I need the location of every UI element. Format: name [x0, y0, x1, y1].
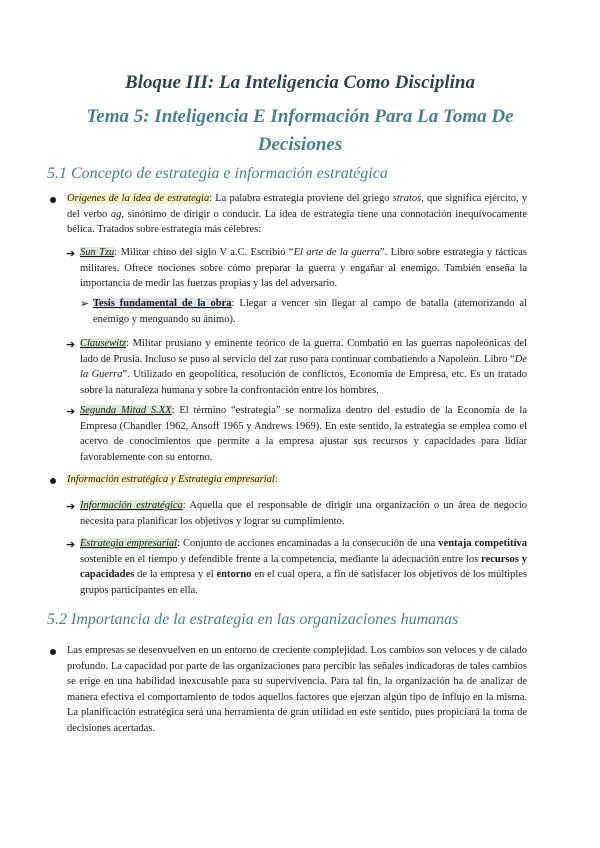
bullet-icon: [50, 478, 56, 484]
right-arrow-icon: ➔: [66, 248, 76, 260]
document-title: Bloque III: La Inteligencia Como Disciplina: [125, 72, 475, 93]
right-arrow-icon: ➔: [66, 539, 76, 551]
document-subtitle: Tema 5: Inteligencia E Información Para La Toma De Decisiones: [86, 106, 514, 155]
highlight-info-estrategica: Información estratégica y Estrategia empresarial: [67, 474, 275, 485]
highlight-sun-tzu: Sun Tzu: [80, 247, 115, 258]
section-heading-5-1: 5.1 Concepto de estrategia e información estratégica: [47, 165, 388, 182]
highlight-segunda-mitad: Segunda Mitad S.XX: [80, 405, 172, 416]
highlight-origenes: Orígenes de la idea de estrategia: [67, 193, 210, 204]
section-heading-5-2: 5.2 Importancia de la estrategia en las organizaciones humanas: [47, 611, 459, 628]
arrowhead-icon: ➢: [80, 298, 90, 310]
highlight-estrategia-empresarial: Estrategia empresarial: [80, 538, 178, 549]
paragraph-estrategia-empresarial: Estrategia empresarial: Conjunto de acciones encaminadas a la consecución de una ventaja competitiva sostenible en el tiempo y defendible frente a la competencia, mediante la adecuación entre los recursos y capacidades de la empresa y el entorno en el cual opera, a fin de satisfacer los objetivos de los múltiples grupos participantes en ella.: [80, 538, 528, 596]
highlight-tesis: Tesis fundamental de la obra: [93, 298, 232, 309]
right-arrow-icon: ➔: [66, 406, 76, 418]
highlight-clausewitz: Clausewitz: [80, 338, 127, 349]
paragraph-info-estrategica: Información estratégica y Estrategia empresarial:: [67, 474, 278, 485]
right-arrow-icon: ➔: [66, 501, 76, 513]
highlight-informacion: Información estratégica: [80, 500, 183, 511]
paragraph-tesis: Tesis fundamental de la obra: Llegar a vencer sin llegar al campo de batalla (atemorizando al enemigo y menguando su ánimo).: [93, 298, 527, 325]
paragraph-sun-tzu: Sun Tzu: Militar chino del siglo V a.C. Escribió “El arte de la guerra”. Libro sobre estrategia y tácticas militares. Ofrece nociones sobre cómo preparar la guerra y engañar al enemigo. También enseña la importancia de medir las fuerzas propias y las del adversario.: [80, 247, 528, 290]
paragraph-clausewitz: Clausewitz: Militar prusiano y eminente teórico de la guerra. Combatió en las guerras napoleónicas del lado de Prusia. Incluso se puso al servicio del zar ruso para continuar combatiendo a Napoleón. Libro “De la Guerra”. Utilizado en geopolítica, resolución de conflictos, Economía de Empresa, etc. Es un tratado sobre la naturaleza humana y sobre la confrontación entre los hombres.: [80, 338, 527, 396]
paragraph-importancia: Las empresas se desenvuelven en un entorno de creciente complejidad. Los cambios son veloces y de calado profundo. La capacidad por parte de las organizaciones para percibir las señales indicadoras de tales cambios se erige en una habilidad inexcusable para su supervivencia. Para tal fin, la organización ha de analizar de manera efectiva el comportamiento de todos aquellos factores que ejerzan algún tipo de influjo en la misma. La planificación estratégica será una herramienta de gran utilidad en este sentido, pues propiciará la toma de decisiones acertadas.: [67, 645, 527, 734]
bullet-icon: [50, 197, 56, 203]
right-arrow-icon: ➔: [66, 339, 76, 351]
paragraph-segunda-mitad: Segunda Mitad S.XX: El término “estrategia” se normaliza dentro del estudio de la Economía de la Empresa (Chandler 1962, Ansoff 1965 y Andrews 1969). En este sentido, la estrategia se emplea como el acervo de conocimientos que permite a la empresa ajustar sus recursos y capacidades para lidiar favorablemente con su entorno.: [80, 405, 527, 463]
bullet-icon: [50, 649, 56, 655]
paragraph-informacion: Información estratégica: Aquella que el responsable de dirigir una organización o un área de negocio necesita para planificar los objetivos y lograr su cumplimiento.: [80, 500, 527, 527]
paragraph-origenes: Orígenes de la idea de estrategia: La palabra estrategia proviene del griego stratos, que significa ejército, y del verbo ag, sinónimo de dirigir o conducir. La idea de estrategia tiene una connotación inequívocamente bélica. Tratados sobre estrategia más célebres:: [67, 193, 528, 236]
